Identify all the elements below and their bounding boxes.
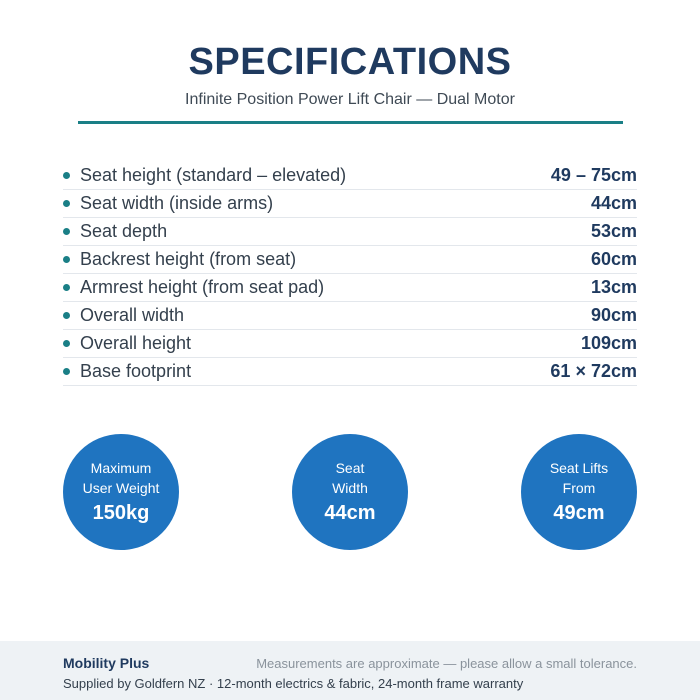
spec-value: 44cm: [590, 193, 637, 213]
spec-value: 53cm: [590, 221, 637, 241]
title-divider: [78, 121, 623, 124]
brand-name: Mobility Plus: [63, 655, 150, 671]
highlight-max-user-weight: [63, 434, 179, 550]
highlight-value: 44cm: [324, 502, 376, 524]
highlight-label-line1: Seat: [335, 460, 365, 476]
bullet-dot-icon: [63, 312, 70, 319]
spec-value: 61 × 72cm: [550, 361, 637, 381]
page-title: SPECIFICATIONS: [188, 41, 512, 83]
spec-row: [63, 358, 637, 386]
bullet-dot-icon: [63, 368, 70, 375]
bullet-dot-icon: [63, 340, 70, 347]
highlight-seat-lift: [521, 434, 637, 550]
spec-label: Armrest height (from seat pad): [80, 277, 325, 297]
tolerance-note: Measurements are approximate — please allow a small tolerance.: [256, 656, 637, 671]
spec-label: Seat height (standard – elevated): [80, 165, 347, 185]
spec-row: [63, 246, 637, 274]
highlight-seat-width: [292, 434, 408, 550]
spec-value: 109cm: [580, 333, 637, 353]
highlight-label-line2: User Weight: [82, 480, 160, 496]
spec-label: Overall width: [80, 305, 185, 325]
spec-row: [63, 302, 637, 330]
highlight-label-line2: From: [562, 480, 596, 496]
spec-label: Base footprint: [80, 361, 192, 381]
bullet-dot-icon: [63, 172, 70, 179]
footer: [0, 641, 700, 700]
spec-row: [63, 330, 637, 358]
bullet-dot-icon: [63, 284, 70, 291]
spec-label: Seat width (inside arms): [80, 193, 274, 213]
supplier-warranty-text: Supplied by Goldfern NZ · 12-month electrics & fabric, 24-month frame warranty: [63, 676, 524, 691]
page-subtitle: Infinite Position Power Lift Chair — Dual Motor: [185, 91, 515, 108]
highlight-label-line2: Width: [332, 480, 368, 496]
spec-value: 13cm: [590, 277, 637, 297]
spec-label: Backrest height (from seat): [80, 249, 297, 269]
spec-label: Overall height: [80, 333, 192, 353]
spec-row: [63, 162, 637, 190]
bullet-dot-icon: [63, 256, 70, 263]
spec-value: 49 – 75cm: [550, 165, 637, 185]
spec-label: Seat depth: [80, 221, 168, 241]
spec-value: 90cm: [590, 305, 637, 325]
spec-row: [63, 218, 637, 246]
spec-row: [63, 274, 637, 302]
bullet-dot-icon: [63, 228, 70, 235]
highlight-value: 150kg: [92, 502, 150, 524]
highlight-label-line1: Maximum: [90, 460, 152, 476]
highlight-label-line1: Seat Lifts: [549, 460, 609, 476]
bullet-dot-icon: [63, 200, 70, 207]
spec-value: 60cm: [590, 249, 637, 269]
spec-row: [63, 190, 637, 218]
spec-list: [63, 162, 637, 386]
highlight-value: 49cm: [553, 502, 605, 524]
